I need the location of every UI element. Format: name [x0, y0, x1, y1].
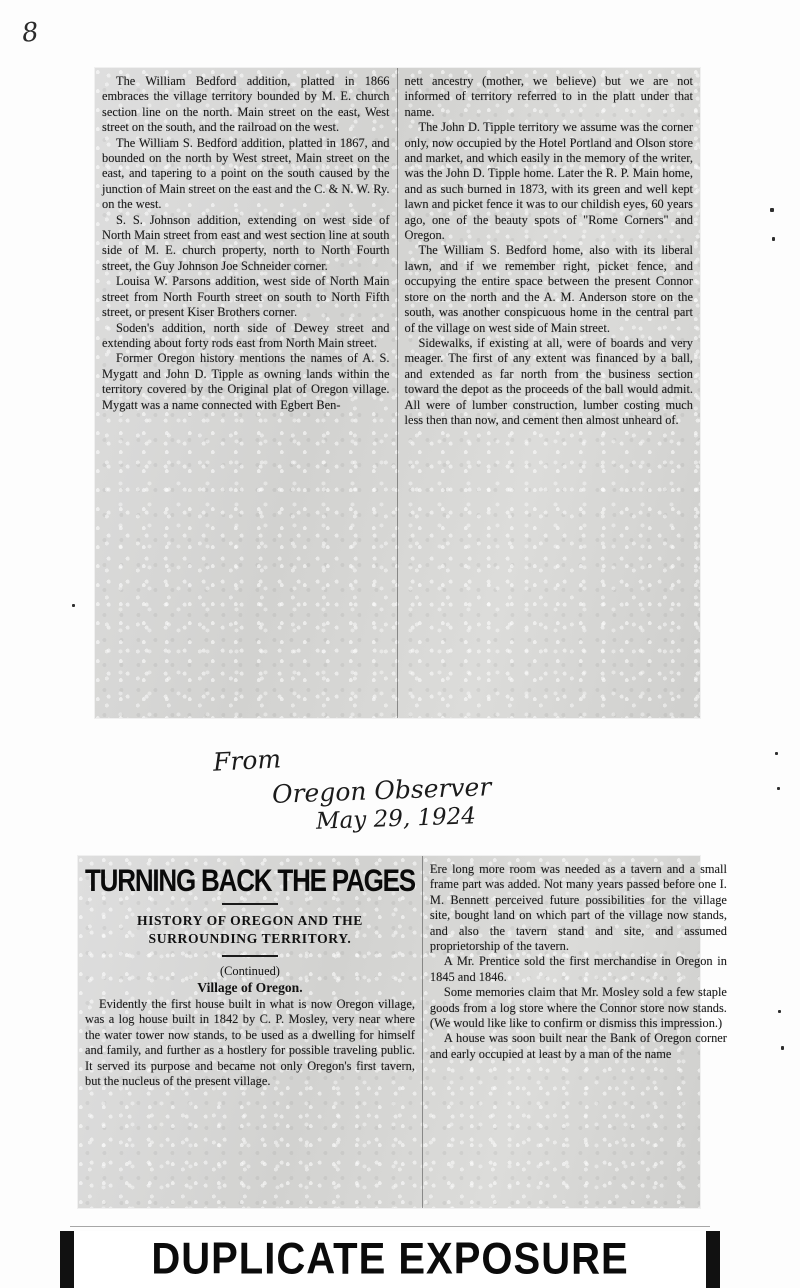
article-subhead-line-2: SURROUNDING TERRITORY.: [148, 931, 352, 946]
scan-speck: [72, 604, 75, 607]
clipping-bottom-left-column: [78, 856, 423, 1208]
scan-speck: [770, 208, 774, 212]
handwritten-note-from: From: [212, 744, 282, 777]
paragraph: A house was soon built near the Bank of Oregon corner and early occupied at least by a man of the name: [429, 1031, 727, 1061]
duplicate-exposure-banner: [60, 1231, 720, 1288]
paragraph: Former Oregon history mentions the names of A. S. Mygatt and John D. Tipple as owning lands within the territory covered by the Original plat of Oregon village. Mygatt was a name connected with Egbert Ben-: [102, 351, 390, 412]
handwritten-page-number: 8: [20, 17, 41, 49]
clipping-top-right-column: [398, 68, 701, 718]
paragraph: Louisa W. Parsons addition, west side of North Main street from North Fourth street on south to North Fifth street, or present Kiser Brothers corner.: [102, 274, 390, 320]
banner-hairline: [70, 1226, 710, 1227]
masthead-title: TURNING BACK THE PAGES: [85, 861, 415, 899]
paragraph: nett ancestry (mother, we believe) but we are not informed of territory referred to in the platt under that name.: [404, 74, 693, 119]
scan-speck: [778, 1010, 781, 1013]
scan-speck: [772, 237, 775, 241]
scan-speck: [781, 1046, 784, 1050]
newspaper-clipping-top: [95, 68, 700, 718]
paragraph: Soden's addition, north side of Dewey street and extending about forty rods east from North Main street.: [102, 320, 390, 350]
paragraph: Sidewalks, if existing at all, were of boards and very meager. The first of any extent was financed by a ball, and extended as far north from the business section toward the depot as the proceeds of the ball would admit. All were of lumber construction, lumber costing much less then than now, and cement then almost unheard of.: [404, 335, 693, 427]
newspaper-clipping-bottom: [78, 856, 727, 1208]
duplicate-exposure-text: DUPLICATE EXPOSURE: [151, 1234, 629, 1284]
paragraph: A Mr. Prentice sold the first merchandise in Oregon in 1845 and 1846.: [429, 954, 727, 984]
section-title: Village of Oregon.: [197, 980, 303, 995]
paragraph: Some memories claim that Mr. Mosley sold a few staple goods from a log store where the Connor store now stands. (We would like like to confirm or dismiss this impression.): [429, 985, 727, 1031]
handwritten-note-date: May 29, 1924: [315, 803, 477, 835]
paragraph: The John D. Tipple territory we assume was the corner only, now occupied by the Hotel Portland and Olson store and market, and which easily in the memory of the writer, was the John D. Tipple home. Later the R. P. Main home, and as such burned in 1873, with its green and well kept lawn and picket fence it was to our childish eyes, 60 years ago, one of the beauty spots of "Rome Corners" and Oregon.: [404, 120, 693, 243]
paragraph: The William S. Bedford home, also with its liberal lawn, and if we remember right, picket fence, and occupying the entire space between the present Connor store on the north and the A. M. Anderson store on the south, was another conspicuous home in the central part of the village on west side of Main street.: [404, 243, 693, 335]
divider-rule-upper: [222, 903, 278, 905]
divider-rule-lower: [222, 955, 278, 957]
scan-speck: [775, 752, 778, 755]
paragraph: S. S. Johnson addition, extending on west side of North Main street from east and west section line at south side of M. E. church property, north to North Fourth street, the Guy Johnson Joe Schneider corner.: [102, 212, 390, 273]
clipping-bottom-right-column: [423, 856, 734, 1208]
paragraph: The William S. Bedford addition, platted in 1867, and bounded on the north by West street, Main street on the east, and tapering to a point on the south caused by the junction of Main street on the east and the C. & N. W. Ry. on the west.: [102, 135, 390, 212]
paragraph: Evidently the first house built in what is now Oregon village, was a log house built in 1842 by C. P. Mosley, very near where the water tower now stands, to be used as a dwelling for himself and family, and further as a hostlery for possible traveling public. It served its purpose and became not only Oregon's first tavern, but the nucleus of the present village.: [85, 997, 415, 1089]
handwritten-note-publication: Oregon Observer: [271, 772, 492, 809]
scan-speck: [777, 787, 780, 790]
article-subhead-line-1: HISTORY OF OREGON AND THE: [136, 913, 363, 928]
paragraph: The William Bedford addition, platted in 1866 embraces the village territory bounded by M. E. church section line on the north. Main street on the east, West street on the south, and the railroad on the west.: [102, 74, 390, 135]
clipping-top-left-column: [95, 68, 398, 718]
paragraph: Ere long more room was needed as a tavern and a small frame part was added. Not many years passed before one I. M. Bennett perceived future possibilities for the village site, bought land on which part of the village now stands, and also the tavern stand and site, and assumed proprietorship of the tavern.: [429, 862, 727, 954]
continued-label: (Continued): [220, 964, 280, 978]
